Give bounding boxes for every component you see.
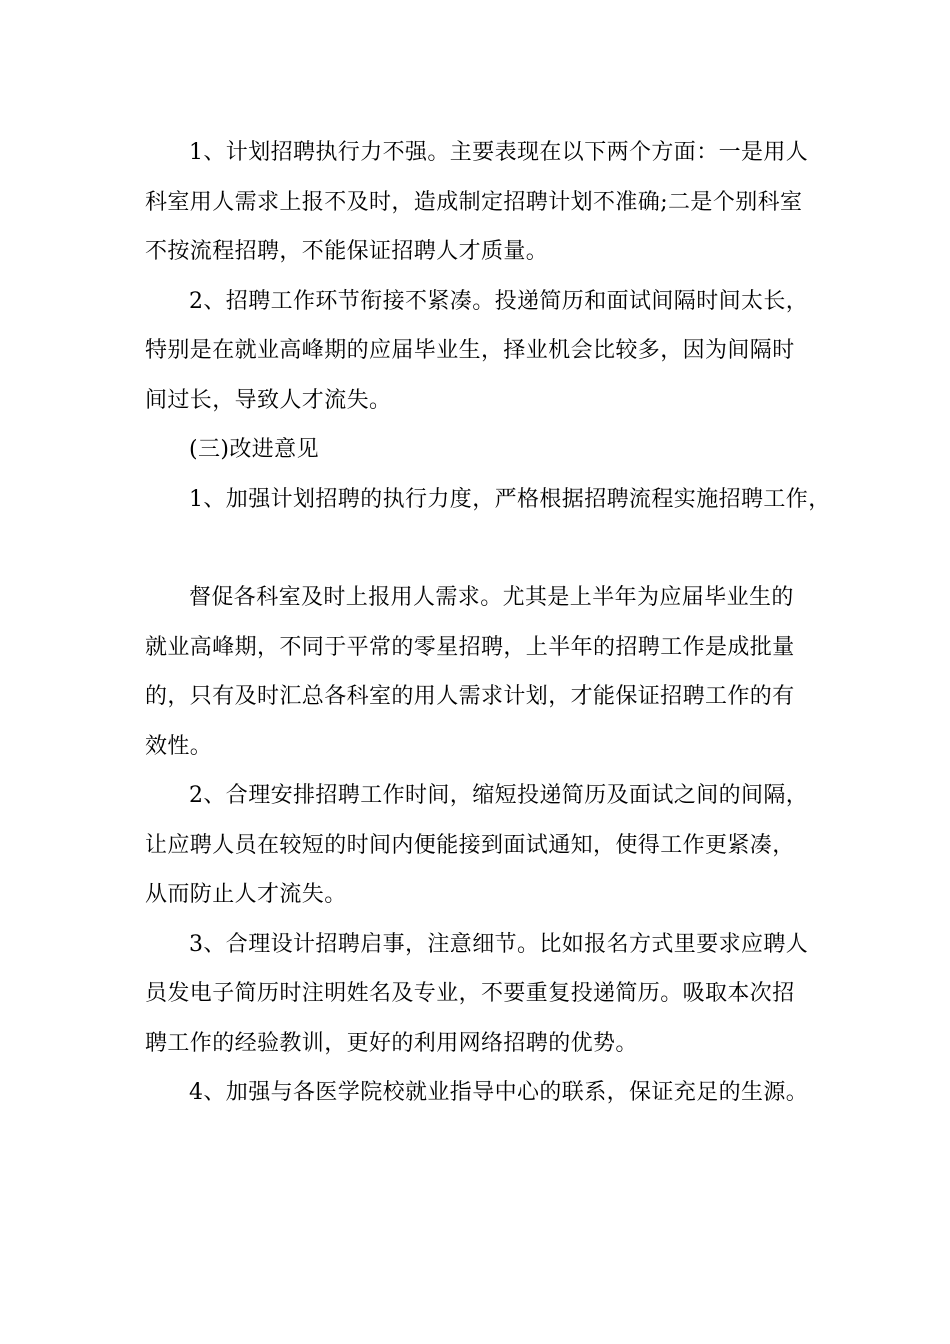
paragraph-line: 2、合理安排招聘工作时间，缩短投递简历及面试之间的间隔， (189, 783, 809, 808)
text-block-upper (145, 128, 831, 524)
paragraph-line: 1、计划招聘执行力不强。主要表现在以下两个方面：一是用人 (189, 140, 809, 165)
paragraph-line: 1、加强计划招聘的执行力度，严格根据招聘流程实施招聘工作， (189, 486, 831, 512)
paragraph-line: 2、招聘工作环节衔接不紧凑。投递简历和面试间隔时间太长， (189, 288, 809, 314)
paragraph-line: 效性。 (145, 733, 213, 759)
paragraph-line: 间过长，导致人才流失。 (145, 387, 392, 413)
paragraph-line: 员发电子简历时注明姓名及专业，不要重复投递简历。吸取本次招 (145, 981, 795, 1006)
paragraph-line: 4、加强与各医学院校就业指导中心的联系，保证充足的生源。 (189, 1080, 809, 1105)
paragraph-line: 科室用人需求上报不及时，造成制定招聘计划不准确;二是个别科室 (145, 189, 803, 215)
paragraph-line: 3、合理设计招聘启事，注意细节。比如报名方式里要求应聘人 (189, 931, 809, 957)
section-heading: (三)改进意见 (189, 437, 319, 462)
paragraph-line: 的，只有及时汇总各科室的用人需求计划，才能保证招聘工作的有 (145, 684, 795, 709)
paragraph-line: 不按流程招聘，不能保证招聘人才质量。 (145, 239, 549, 264)
paragraph-line: 聘工作的经验教训，更好的利用网络招聘的优势。 (145, 1030, 638, 1056)
paragraph-line: 从而防止人才流失。 (145, 882, 347, 907)
paragraph-line: 特别是在就业高峰期的应届毕业生，择业机会比较多，因为间隔时 (145, 338, 795, 363)
paragraph-line: 让应聘人员在较短的时间内便能接到面试通知，使得工作更紧凑， (145, 832, 795, 858)
paragraph-line: 就业高峰期，不同于平常的零星招聘，上半年的招聘工作是成批量 (145, 634, 795, 660)
text-block-lower (145, 573, 815, 1118)
paragraph-line: 督促各科室及时上报用人需求。尤其是上半年为应届毕业生的 (189, 585, 794, 610)
